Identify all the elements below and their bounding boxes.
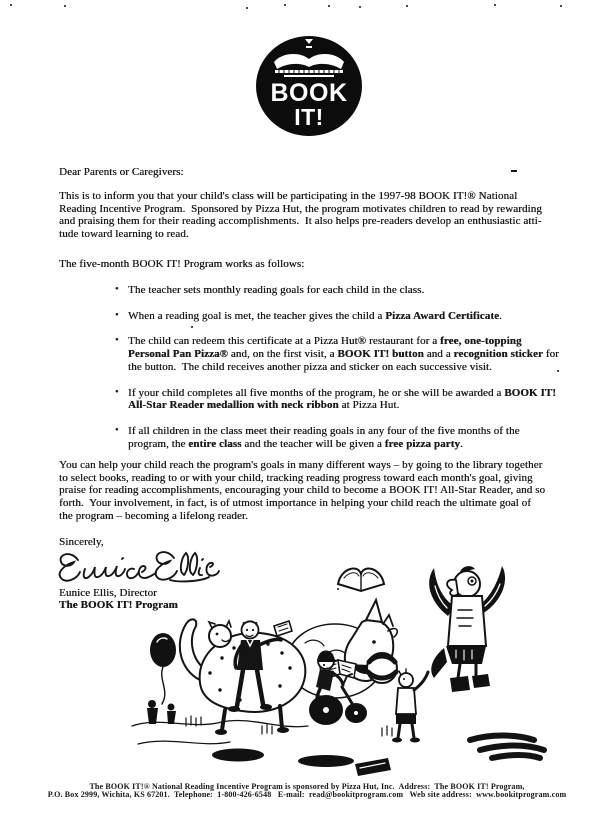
logo-word-2: IT! [294, 104, 324, 130]
man-book [274, 621, 292, 636]
closing: Sincerely, [59, 536, 104, 548]
book-it-logo [254, 32, 364, 140]
text-line: forth. Your involvement, in fact, is of utmost importance in helping your child reach the ultimate goal of [59, 497, 531, 510]
text-line: the program – becoming a lifelong reader. [59, 509, 248, 522]
rhino-horn [366, 600, 382, 622]
salutation: Dear Parents or Caregivers: [59, 166, 184, 178]
text-line: This is to inform you that your child's class will be participating in the 1997-98 BOOK IT!® National [59, 190, 518, 202]
parrot [429, 566, 505, 692]
logo-word-1: BOOK [270, 79, 348, 107]
text-line: to select books, reading to or with your child, tracking reading progress toward each month's goal, giving [59, 471, 533, 484]
scan-speck [406, 5, 408, 7]
reading-animals-illustration [130, 558, 585, 783]
scan-speck [560, 5, 562, 7]
paragraph-1 [59, 190, 542, 241]
paragraph-2 [59, 459, 545, 523]
footer-sponsor-line: The BOOK IT!® National Reading Incentive Program is sponsored by Pizza Hut, Inc. Address: The BOOK IT! Program, [89, 782, 525, 791]
bullet-item: • When a reading goal is met, the teacher gives the child a Pizza Award Certificate. [114, 310, 560, 323]
scan-speck [64, 5, 66, 7]
text-line: Reading Incentive Program. Sponsored by Pizza Hut, the program motivates children to read by rewarding [59, 202, 542, 215]
ball-kid [367, 653, 428, 743]
text-line: praise for reading accomplishments, encouraging your child to become a BOOK IT! All-Star Reader, and so [59, 484, 546, 497]
scan-speck [359, 6, 361, 8]
bullet-item: • The child can redeem this certificate at a Pizza Hut® restaurant for a free, one-topping Personal Pan Pizza® and, on the first visit, a BOOK IT! button and a recognition sticker for the button. The child receives another pizza and sticker on each successive visit. [114, 335, 560, 373]
bullet-item: • The teacher sets monthly reading goals for each child in the class. [114, 284, 560, 297]
scan-speck [328, 5, 330, 7]
text-line: You can help your child reach the program's goals in many different ways – by going to the library together [59, 459, 543, 471]
bullet-item: • If all children in the class meet their reading goals in any four of the five months of the program, the entire class and the teacher will be given a free pizza party. [114, 425, 560, 450]
flying-book [338, 569, 384, 591]
program-bullets [114, 284, 560, 463]
text-line: tude toward learning to read. [59, 228, 189, 241]
bullet-item: • If your child completes all five months of the program, he or she will be awarded a BOOK IT! All-Star Reader medallion with neck ribbon at Pizza Hut. [114, 387, 560, 412]
text-line: and praising them for their reading accomplishments. It also helps pre-readers develop an enthusiastic atti- [59, 215, 542, 228]
scan-dash [511, 170, 517, 172]
scan-speck [494, 4, 496, 6]
signer-name-title: Eunice Ellis, Director [59, 587, 157, 599]
scan-speck [10, 4, 12, 6]
balloon [150, 633, 176, 704]
program-intro: The five-month BOOK IT! Program works as follows: [59, 258, 305, 270]
scan-speck [246, 7, 248, 9]
footer-contact-line: P.O. Box 2999, Wichita, KS 67201. Telephone: 1-800-426-6548 E-mail: read@bookitprogram.com Web site address: www.bookitprogram.com [47, 790, 567, 799]
signer-organization: The BOOK IT! Program [59, 599, 178, 611]
parrot-beak [447, 580, 458, 596]
scan-speck [284, 4, 286, 6]
ground-book [355, 758, 391, 776]
